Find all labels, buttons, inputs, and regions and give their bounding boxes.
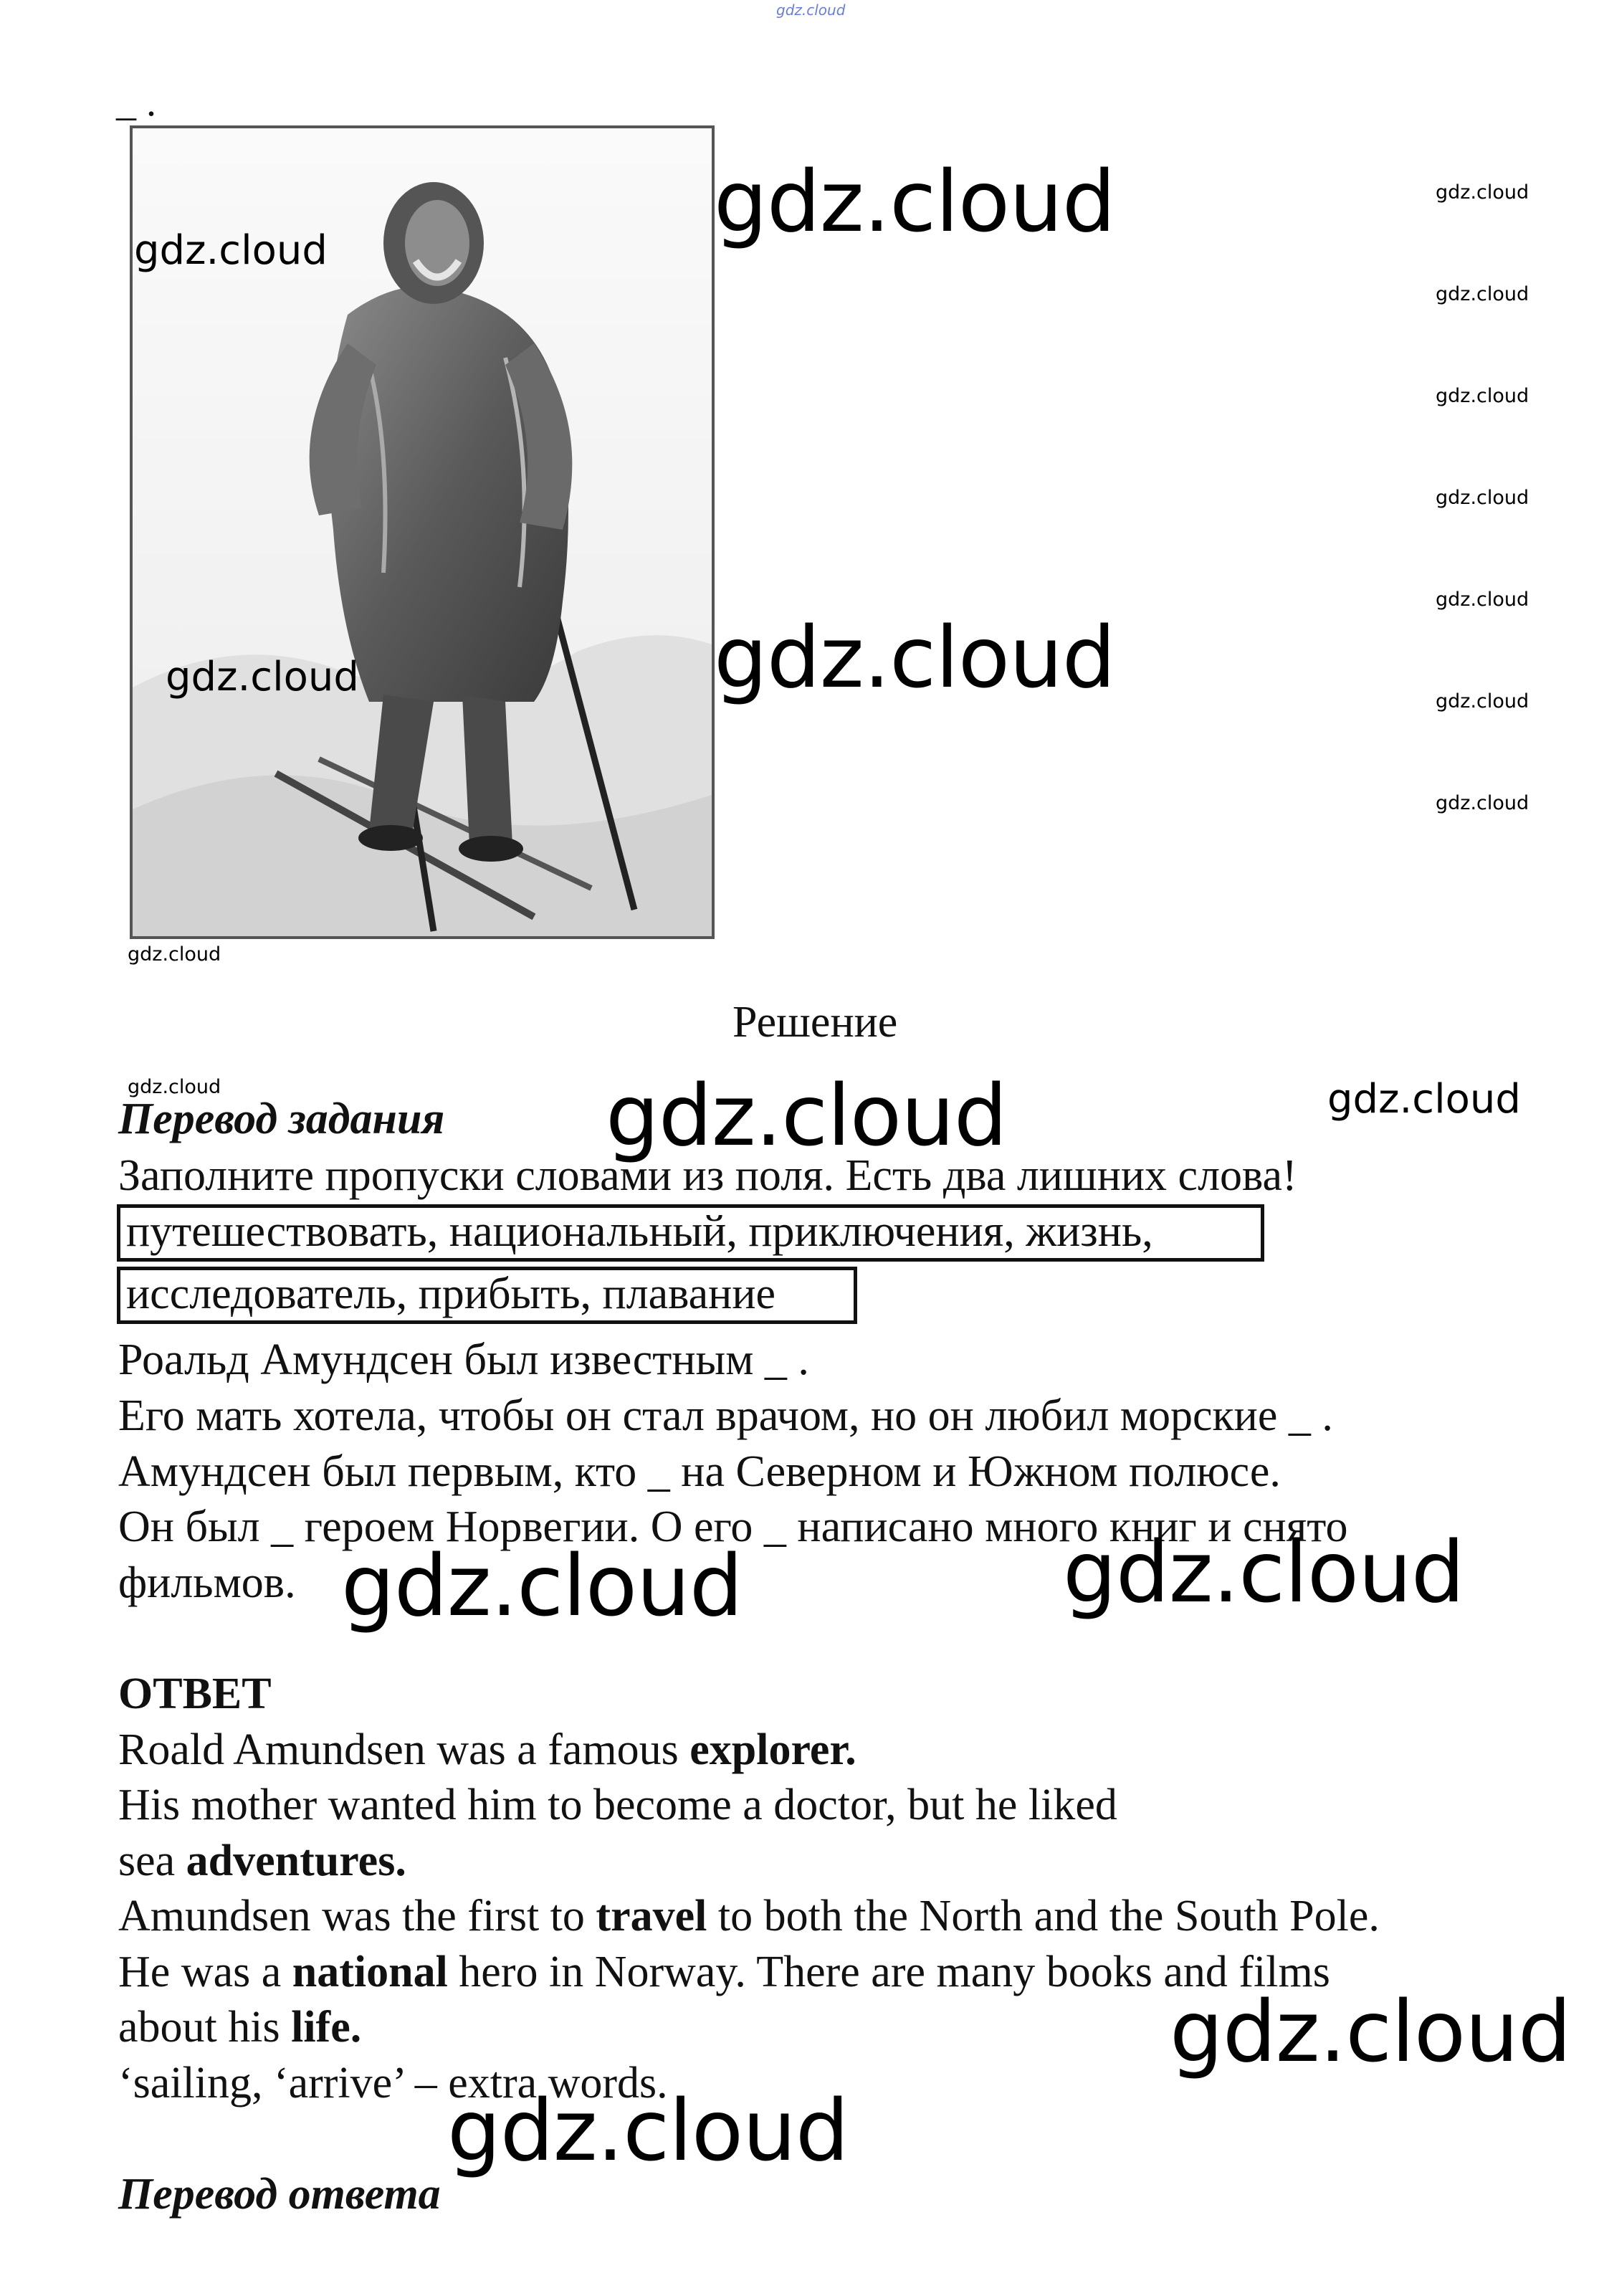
watermark: gdz.cloud bbox=[128, 1076, 221, 1098]
watermark: gdz.cloud bbox=[1436, 690, 1529, 713]
task-translation-heading: Перевод задания bbox=[118, 1095, 445, 1143]
watermark: gdz.cloud bbox=[166, 654, 359, 700]
task-line: Его мать хотела, чтобы он стал врачом, но он любил морские _ . bbox=[118, 1391, 1333, 1440]
solution-heading: Решение bbox=[732, 998, 898, 1047]
answer-translation-heading: Перевод ответа bbox=[118, 2170, 441, 2219]
watermark: gdz.cloud bbox=[1063, 1523, 1464, 1621]
watermark: gdz.cloud bbox=[714, 152, 1115, 251]
answer-line-4: Amundsen was the first to travel to both the North and the South Pole. bbox=[118, 1892, 1380, 1940]
answer-line-6: about his life. bbox=[118, 2003, 362, 2052]
watermark: gdz.cloud bbox=[1436, 385, 1529, 407]
task-line: Он был _ героем Норвегии. О его _ написано много книг и снято bbox=[118, 1502, 1348, 1551]
watermark: gdz.cloud bbox=[714, 608, 1115, 707]
task-line: фильмов. bbox=[118, 1558, 296, 1607]
answer-line-5: He was a national hero in Norway. There are many books and films bbox=[118, 1948, 1330, 1996]
watermark: gdz.cloud bbox=[1327, 1076, 1521, 1123]
watermark: gdz.cloud bbox=[606, 1066, 1007, 1165]
watermark: gdz.cloud bbox=[134, 227, 328, 274]
answer-line-1: Roald Amundsen was a famous explorer. bbox=[118, 1725, 856, 1774]
word-box-line-1: путешествовать, национальный, приключения, жизнь, bbox=[117, 1204, 1264, 1262]
watermark: gdz.cloud bbox=[1436, 792, 1529, 814]
watermark: gdz.cloud bbox=[447, 2081, 849, 2180]
answer-heading: ОТВЕТ bbox=[118, 1669, 272, 1718]
watermark: gdz.cloud bbox=[1170, 1982, 1571, 2081]
task-line: Роальд Амундсен был известным _ . bbox=[118, 1335, 809, 1384]
watermark: gdz.cloud bbox=[1436, 181, 1529, 204]
answer-line-3: sea adventures. bbox=[118, 1837, 406, 1885]
word-box-line-2: исследователь, прибыть, плавание bbox=[117, 1267, 857, 1324]
answer-line-7: ‘sailing, ‘arrive’ – extra words. bbox=[118, 2059, 668, 2107]
answer-line-2: His mother wanted him to become a doctor, but he liked bbox=[118, 1781, 1117, 1829]
watermark: gdz.cloud bbox=[128, 943, 221, 966]
watermark: gdz.cloud bbox=[1436, 589, 1529, 611]
watermark: gdz.cloud bbox=[341, 1536, 743, 1635]
watermark-top: gdz.cloud bbox=[776, 1, 846, 19]
top-blank: _ . bbox=[116, 80, 156, 125]
watermark: gdz.cloud bbox=[1436, 487, 1529, 509]
task-instruction: Заполните пропуски словами из поля. Есть два лишних слова! bbox=[118, 1151, 1297, 1200]
task-line: Амундсен был первым, кто _ на Северном и Южном полюсе. bbox=[118, 1447, 1281, 1496]
watermark: gdz.cloud bbox=[1436, 283, 1529, 305]
